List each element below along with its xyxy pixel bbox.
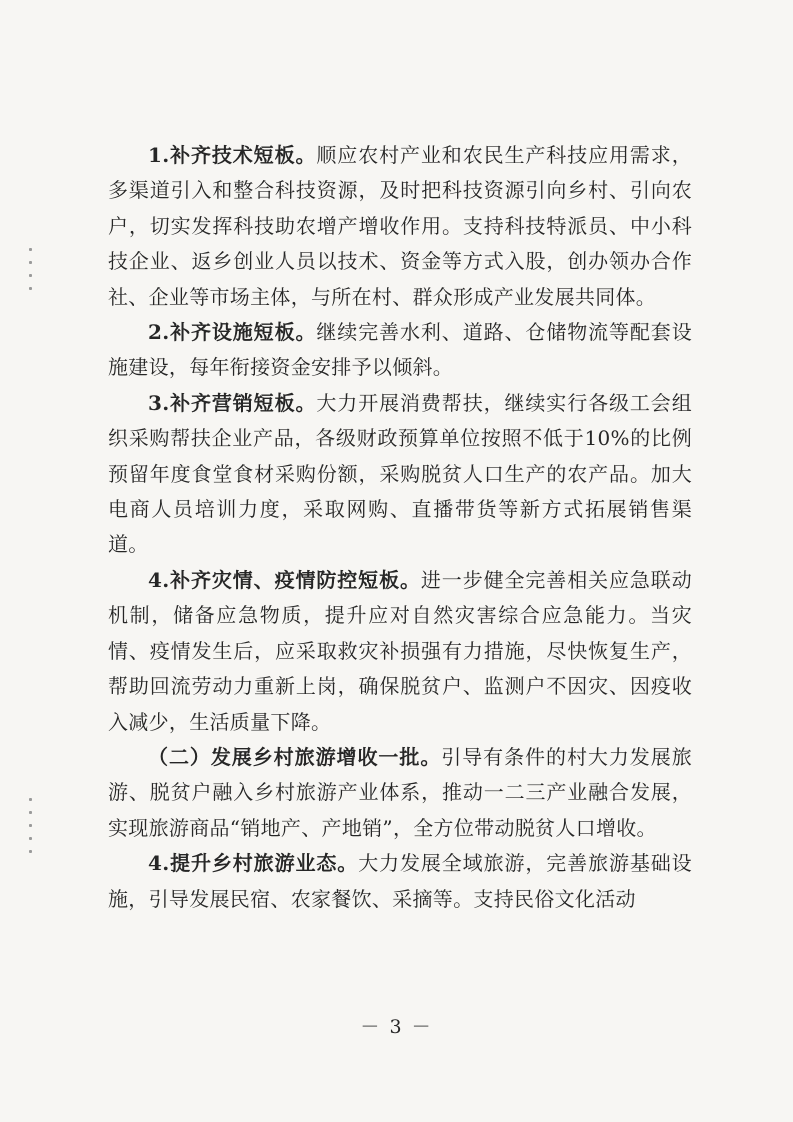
binding-marks-upper	[24, 248, 38, 300]
paragraph-tourism-upgrade	[108, 846, 692, 917]
paragraph-body: 引导有条件的村大力发展旅游、脱贫户融入乡村旅游产业体系，推动一二三产业融合发展，实现旅游商品“销地产、产地销”，全方位带动脱贫人口增收。	[108, 744, 692, 840]
binding-dot	[29, 850, 32, 853]
page-number: － 3 －	[360, 1016, 433, 1038]
paragraph-tourism-section	[108, 740, 692, 846]
paragraph-heading: 3.补齐营销短板。	[148, 390, 317, 415]
paragraph-heading: 4.提升乡村旅游业态。	[148, 851, 359, 876]
binding-dot	[29, 274, 32, 277]
binding-dot	[29, 837, 32, 840]
paragraph-body: 进一步健全完善相关应急联动机制，储备应急物质，提升应对自然灾害综合应急能力。当灾情、疫情发生后，应采取救灾补损强有力措施，尽快恢复生产，帮助回流劳动力重新上岗，确保脱贫户、监测户不因灾、因疫收入减少，生活质量下降。	[108, 567, 692, 734]
paragraph-heading: 2.补齐设施短板。	[148, 320, 317, 345]
binding-dot	[29, 287, 32, 290]
paragraph-disaster	[108, 563, 692, 740]
binding-dot	[29, 824, 32, 827]
paragraph-heading: 1.补齐技术短板。	[148, 143, 317, 167]
binding-dot	[29, 811, 32, 814]
binding-dot	[29, 261, 32, 264]
paragraph-body: 继续完善水利、道路、仓储物流等配套设施建设，每年衔接资金安排予以倾斜。	[108, 320, 692, 380]
paragraph-body: 顺应农村产业和农民生产科技应用需求，多渠道引入和整合科技资源，及时把科技资源引向乡村、引向农户，切实发挥科技助农增产增收作用。支持科技特派员、中小科技企业、返乡创业人员以技术、资金等方式入股，创办领办合作社、企业等市场主体，与所在村、群众形成产业发展共同体。	[108, 143, 692, 309]
paragraph-marketing	[108, 386, 692, 563]
body-text	[108, 138, 692, 917]
binding-dot	[29, 248, 32, 251]
paragraph-heading: 4.补齐灾情、疫情防控短板。	[148, 567, 421, 592]
binding-dot	[29, 798, 32, 801]
paragraph-body: 大力开展消费帮扶，继续实行各级工会组织采购帮扶企业产品，各级财政预算单位按照不低于10%的比例预留年度食堂食材采购份额，采购脱贫人口生产的农产品。加大电商人员培训力度，采取网购、直播带货等新方式拓展销售渠道。	[108, 390, 692, 557]
paragraph-body: 大力发展全域旅游，完善旅游基础设施，引导发展民宿、农家餐饮、采摘等。支持民俗文化活动	[108, 851, 692, 911]
binding-marks-lower	[24, 798, 38, 863]
paragraph-facilities	[108, 315, 692, 386]
paragraph-tech	[108, 138, 692, 315]
section-heading: （二）发展乡村旅游增收一批。	[148, 744, 442, 769]
